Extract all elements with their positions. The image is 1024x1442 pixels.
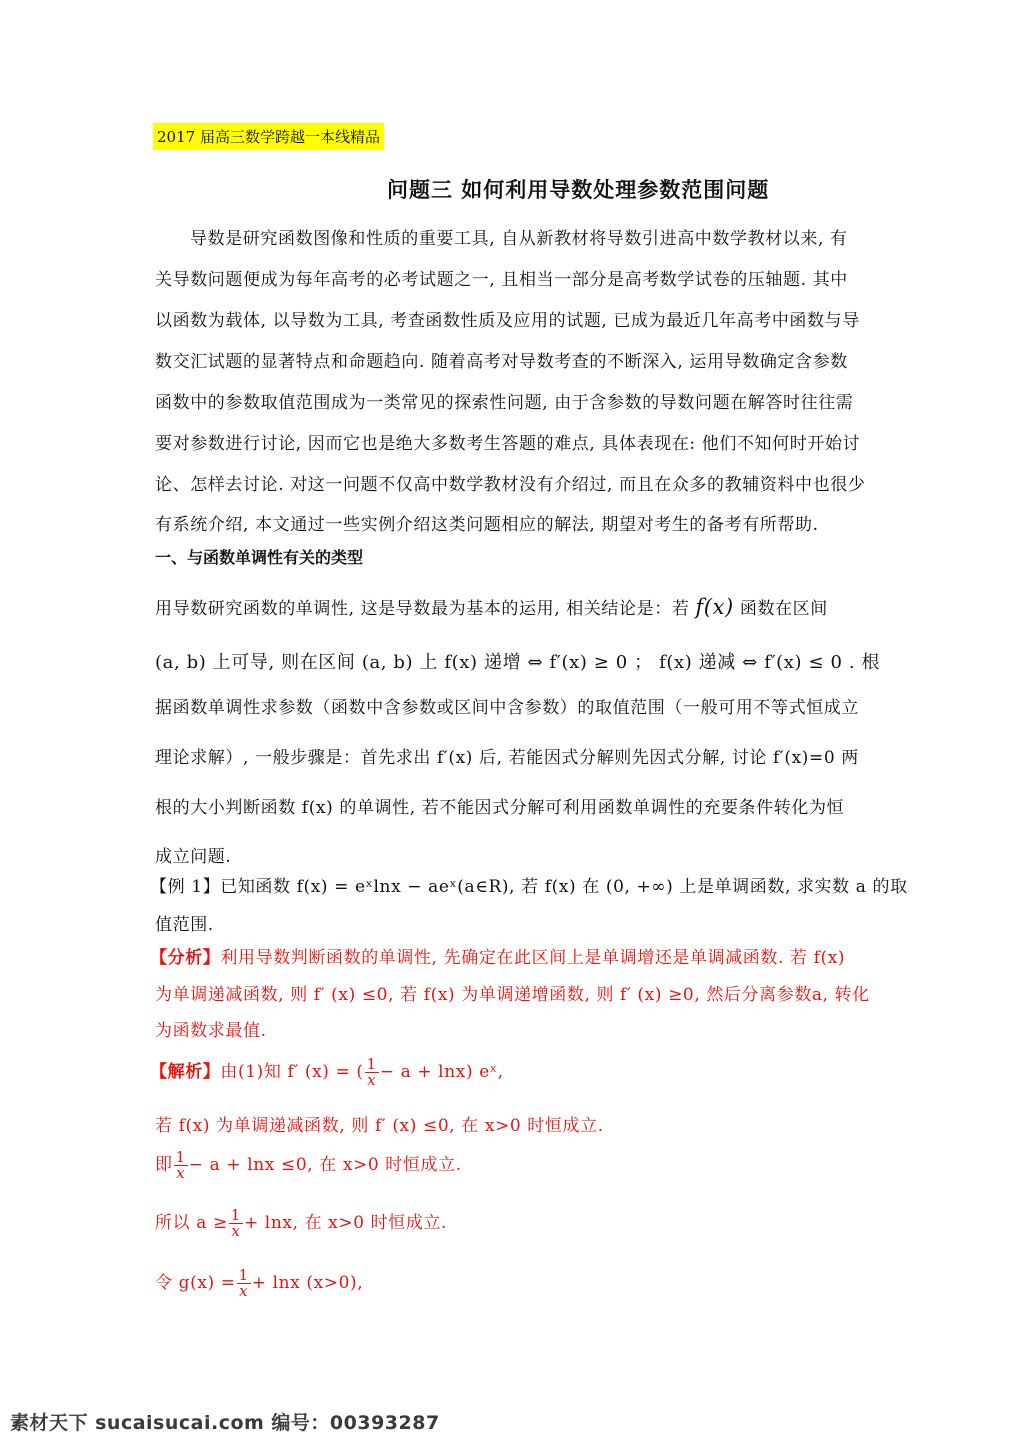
solution-line [150, 1057, 504, 1088]
solution-text: + lnx (x>0), [251, 1273, 364, 1293]
body-text: 用导数研究函数的单调性, 这是导数最为基本的运用, 相关结论是：若 [155, 599, 690, 619]
body-line: 根的大小判断函数 f(x) 的单调性, 若不能因式分解可利用函数单调性的充要条件转化为恒 [155, 798, 845, 818]
section-heading: 一、与函数单调性有关的类型 [155, 548, 364, 567]
analysis-line: 为函数求最值. [155, 1021, 267, 1041]
fraction [229, 1208, 243, 1239]
fraction [365, 1057, 379, 1088]
header-tag: 2017 届高三数学跨越一本线精品 [153, 123, 384, 150]
body-text: 函数在区间 [739, 599, 828, 619]
fraction-denominator: x [176, 1164, 186, 1182]
intro-line: 论、怎样去讨论. 对这一问题不仅高中数学教材没有介绍过, 而且在众多的教辅资料中也很少 [155, 475, 866, 495]
body-line: 理论求解）, 一般步骤是：首先求出 f′(x) 后, 若能因式分解则先因式分解, 讨论 f′(x)=0 两 [155, 748, 859, 768]
body-line: (a, b) 上可导, 则在区间 (a, b) 上 f(x) 递增 ⇔ f′(x) ≥ 0 ； f(x) 递减 ⇔ f′(x) ≤ 0 . 根 [155, 652, 881, 673]
example-line: 【例 1】已知函数 f(x) = eˣlnx − aeˣ(a∈R), 若 f(x) 在 (0, +∞) 上是单调函数, 求实数 a 的取 [150, 877, 908, 897]
solution-text: 令 g(x) = [155, 1273, 236, 1293]
intro-line: 数交汇试题的显著特点和命题趋向. 随着高考对导数考查的不断深入, 运用导数确定含参数 [155, 352, 848, 372]
intro-line: 导数是研究函数图像和性质的重要工具, 自从新教材将导数引进高中数学教材以来, 有 [190, 229, 848, 249]
fraction-denominator: x [367, 1071, 377, 1089]
solution-text: 即 [155, 1155, 173, 1175]
analysis-line: 为单调递减函数, 则 f′ (x) ≤0, 若 f(x) 为单调递增函数, 则 f′ (x) ≥0, 然后分离参数a, 转化 [155, 985, 870, 1005]
solution-line [155, 1268, 363, 1299]
fraction-denominator: x [231, 1222, 241, 1240]
fraction-numerator: 1 [175, 1148, 186, 1166]
example-line: 值范围. [155, 915, 214, 935]
fraction-denominator: x [239, 1282, 249, 1300]
watermark: 素材天下 sucaisucai.com 编号：00393287 [10, 1412, 440, 1434]
fraction-numerator: 1 [366, 1055, 377, 1073]
intro-line: 函数中的参数取值范围成为一类常见的探索性问题, 由于含参数的导数问题在解答时往往需 [155, 393, 854, 413]
fraction-numerator: 1 [238, 1266, 249, 1284]
solution-text: + lnx, 在 x>0 时恒成立. [243, 1213, 448, 1233]
body-line: 据函数单调性求参数（函数中含参数或区间中含参数）的取值范围（一般可用不等式恒成立 [155, 698, 859, 718]
page-title: 问题三 如何利用导数处理参数范围问题 [387, 178, 770, 202]
body-line [155, 594, 828, 619]
fraction [174, 1150, 188, 1181]
solution-text: − a + lnx) eˣ, [379, 1062, 504, 1082]
formula: f(x) [695, 595, 734, 619]
solution-text: 由(1)知 f′ (x) = ( [220, 1062, 364, 1082]
analysis-text: 利用导数判断函数的单调性, 先确定在此区间上是单调增还是单调减函数. 若 f(x) [220, 948, 846, 968]
solution-line [155, 1208, 447, 1239]
solution-line [155, 1150, 462, 1181]
solution-text: − a + lnx ≤0, 在 x>0 时恒成立. [188, 1155, 462, 1175]
intro-line: 有系统介绍, 本文通过一些实例介绍这类问题相应的解法, 期望对考生的备考有所帮助. [155, 515, 819, 535]
fraction-numerator: 1 [230, 1206, 241, 1224]
intro-line: 关导数问题便成为每年高考的必考试题之一, 且相当一部分是高考数学试卷的压轴题. 其中 [155, 270, 848, 290]
fraction [237, 1268, 251, 1299]
solution-line: 若 f(x) 为单调递减函数, 则 f′ (x) ≤0, 在 x>0 时恒成立. [155, 1116, 604, 1136]
solution-label: 【解析】 [150, 1062, 221, 1082]
intro-line: 以函数为载体, 以导数为工具, 考查函数性质及应用的试题, 已成为最近几年高考中函数与导 [155, 311, 860, 331]
body-line: 成立问题. [155, 847, 232, 867]
intro-line: 要对参数进行讨论, 因而它也是绝大多数考生答题的难点, 具体表现在: 他们不知何时开始讨 [155, 434, 861, 454]
solution-text: 所以 a ≥ [155, 1213, 228, 1233]
analysis-label: 【分析】 [150, 948, 221, 968]
analysis-line [150, 943, 845, 968]
